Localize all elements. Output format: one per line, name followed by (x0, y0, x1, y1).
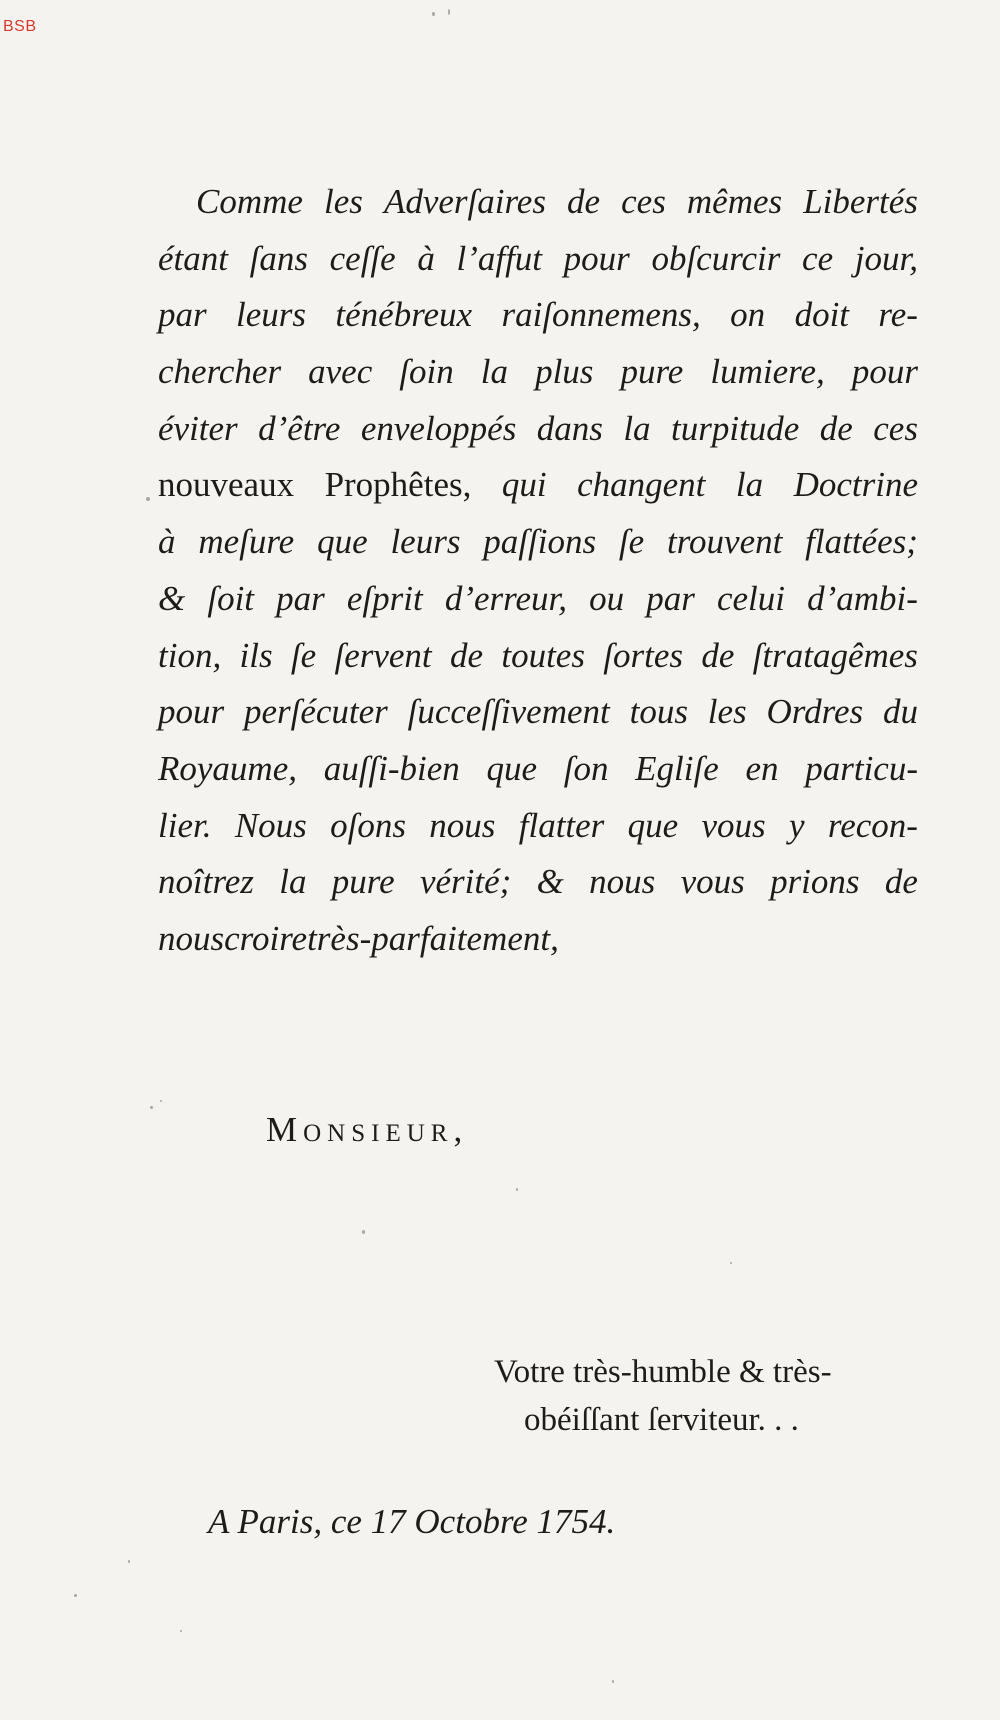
paper-speck (448, 9, 450, 15)
body-word: ils (239, 635, 273, 675)
closing-line-1: Votre très-humble & très- (494, 1354, 832, 1390)
body-word: tous (629, 692, 688, 732)
body-word: les (324, 182, 363, 221)
paper-speck (612, 1680, 614, 1683)
body-word: la (480, 352, 509, 392)
body-word: vous (680, 862, 745, 902)
body-word: oſons (330, 805, 406, 845)
body-line (158, 231, 918, 288)
body-word: ceſſe (329, 238, 396, 278)
body-word: toutes (501, 635, 585, 675)
body-line (158, 798, 918, 855)
body-line (158, 514, 918, 571)
body-word: chercher (158, 352, 282, 392)
body-word: perſécuter (243, 692, 388, 732)
body-line (158, 741, 918, 798)
body-word: lumiere, (710, 352, 825, 392)
body-word: flattées; (805, 522, 918, 562)
body-word: enveloppés (360, 408, 517, 448)
closing (494, 1348, 832, 1444)
body-word: en (745, 748, 779, 788)
body-word: lier. (158, 805, 212, 845)
body-word: Ordres (766, 692, 864, 732)
body-word: on (730, 295, 766, 335)
body-line (158, 684, 918, 741)
body-word: jour, (854, 238, 918, 278)
body-word: ſtratagêmes (752, 635, 918, 675)
body-word: Egliſe (635, 748, 719, 788)
body-word: leurs (236, 295, 307, 335)
body-word: du (882, 692, 918, 732)
body-word: tion, (158, 635, 222, 675)
body-line (158, 457, 918, 514)
body-word: eſprit (346, 578, 423, 618)
body-word: dans (536, 408, 603, 448)
body-word: étant (158, 238, 228, 278)
body-word: trouvent (666, 522, 783, 562)
salutation: Monsieur, (266, 1110, 469, 1149)
body-word: ces (621, 182, 666, 221)
body-word: d’ambi- (807, 578, 918, 618)
body-word: ſoit (207, 578, 255, 618)
body-word: vérité; (419, 862, 512, 902)
body-word: celui (716, 578, 785, 618)
library-stamp: BSB (3, 18, 37, 35)
body-word: nous (429, 805, 496, 845)
paper-speck (180, 1630, 182, 1632)
body-word: raiſonnemens, (501, 295, 701, 335)
body-word: éviter (158, 408, 238, 448)
body-word: nous (589, 862, 656, 902)
paper-speck (432, 12, 435, 16)
body-word: à (158, 522, 176, 562)
paper-speck (74, 1594, 77, 1597)
body-word: nous (158, 918, 225, 958)
body-word: & (536, 862, 564, 902)
body-line (158, 344, 918, 401)
body-word: pour (563, 238, 630, 278)
body-word: ſoin (399, 352, 454, 392)
body-word: plus (535, 352, 594, 392)
body-word: très-parfaitement, (307, 918, 559, 958)
body-word: d’être (258, 408, 341, 448)
body-word: vous (701, 805, 766, 845)
body-word: la (623, 408, 651, 448)
paper-speck (516, 1188, 518, 1191)
body-word: ces (873, 408, 918, 448)
body-word: de (819, 408, 853, 448)
body-word: doit (794, 295, 850, 335)
paper-speck (150, 1106, 153, 1109)
body-word: ſervent (334, 635, 432, 675)
body-word: meſure (198, 522, 295, 562)
body-word: noîtrez (158, 862, 254, 902)
body-word: Prophêtes, (324, 465, 472, 505)
body-word: croire (224, 918, 308, 958)
body-word: d’erreur, (444, 578, 567, 618)
body-word: Royaume, (158, 748, 297, 788)
body-word: mêmes (686, 182, 783, 221)
body-word: re- (878, 295, 918, 335)
body-word: ſortes (603, 635, 683, 675)
body-word: ſon (563, 748, 609, 788)
body-word: ſucceſſivement (407, 692, 610, 732)
paper-speck (730, 1262, 732, 1264)
paper-speck (362, 1230, 365, 1234)
body-word: pure (331, 862, 395, 902)
body-line (158, 401, 918, 458)
body-word: Libertés (803, 182, 918, 221)
body-word: Adverſaires (383, 182, 546, 221)
body-word: les (707, 692, 747, 732)
dateline: A Paris, ce 17 Octobre 1754. (208, 1502, 616, 1541)
body-word: ſe (618, 522, 645, 562)
body-word: Comme (196, 182, 303, 221)
body-word: la (735, 465, 764, 505)
body-word: la (279, 862, 307, 902)
body-word: que (627, 805, 679, 845)
body-word: de (449, 635, 484, 675)
body-word: auſſi-bien (323, 748, 460, 788)
body-word: turpitude (671, 408, 800, 448)
body-line (158, 628, 918, 685)
body-line (158, 287, 918, 344)
paper-speck (160, 1100, 162, 1102)
body-word: qui (501, 465, 547, 505)
body-word: obſcurcir (651, 238, 781, 278)
body-word: changent (577, 465, 706, 505)
body-word: que (317, 522, 368, 562)
body-word: de (701, 635, 735, 675)
body-word: particu- (805, 748, 918, 788)
body-word: paſſions (483, 522, 597, 562)
body-word: ce (802, 238, 834, 278)
body-word: de (567, 182, 601, 221)
body-word: pour (158, 692, 225, 732)
body-word: recon- (827, 805, 918, 845)
paper-speck (146, 497, 150, 501)
body-word: que (486, 748, 538, 788)
body-word: par (646, 578, 695, 618)
body-word: ſe (290, 635, 317, 675)
body-word: pour (851, 352, 918, 392)
body-word: ténébreux (335, 295, 473, 335)
body-word: y (789, 805, 805, 845)
body-word: de (884, 862, 918, 902)
body-word: par (158, 295, 207, 335)
body-word: & (158, 578, 186, 618)
body-word: flatter (518, 805, 605, 845)
body-word: prions (770, 862, 860, 902)
body-word: nouveaux (158, 465, 295, 505)
body-word: l’affut (456, 238, 543, 278)
body-word: avec (308, 352, 373, 392)
letter-body (158, 174, 918, 968)
body-word: Nous (234, 805, 307, 845)
body-word: par (276, 578, 325, 618)
closing-line-2: obéiſſant ſerviteur. . . (524, 1402, 799, 1438)
body-line (158, 854, 918, 911)
body-line (158, 174, 918, 231)
body-word: pure (620, 352, 684, 392)
body-word: ſans (249, 238, 308, 278)
body-line (158, 571, 918, 628)
paper-speck (128, 1560, 130, 1563)
body-line (158, 911, 918, 968)
body-word: à (417, 238, 435, 278)
body-word: ou (589, 578, 625, 618)
body-word: leurs (390, 522, 461, 562)
body-word: Doctrine (793, 465, 918, 505)
